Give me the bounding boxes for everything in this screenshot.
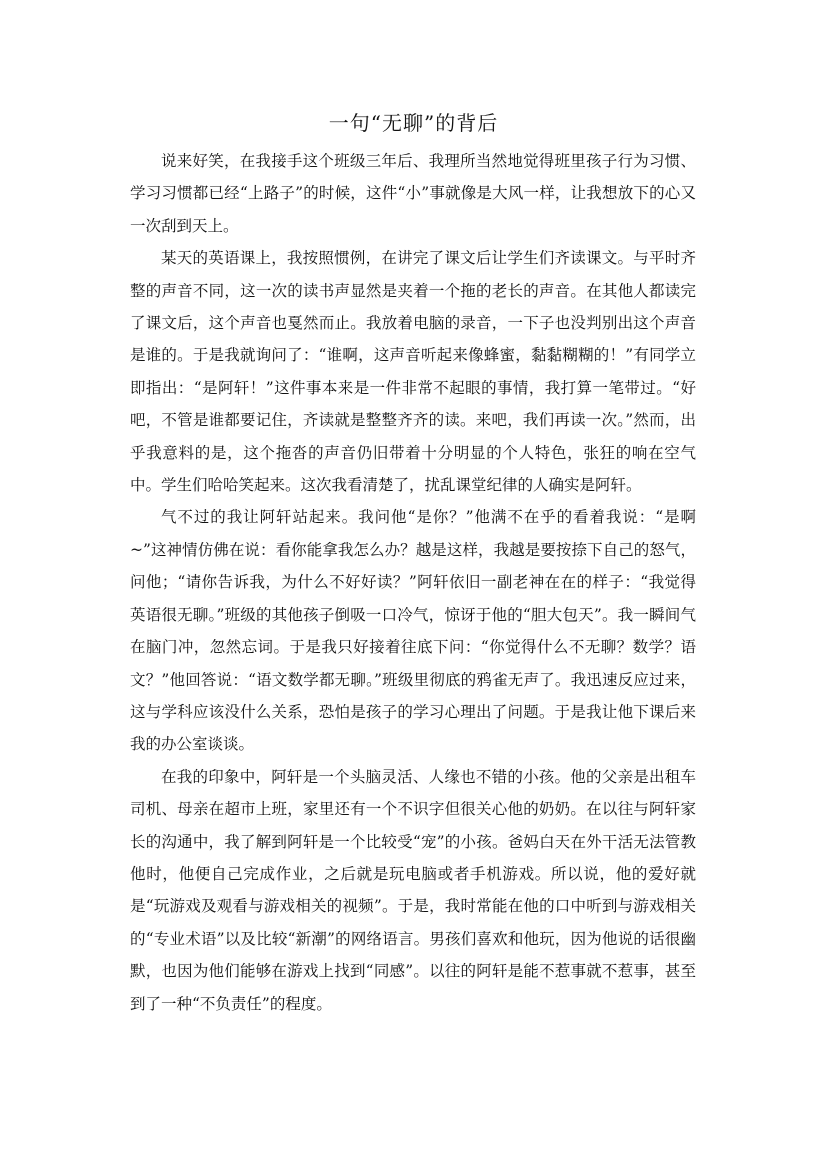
paragraph-3: 气不过的我让阿轩站起来。我问他“是你？”他满不在乎的看着我说：“是啊~”这神情仿佛在说：看你能拿我怎么办？越是这样，我越是要按捺下自己的怒气，问他；“请你告诉我，为什么不好好读？”阿轩依旧一副老神在在的样子：“我觉得英语很无聊。”班级的其他孩子倒吸一口冷气，惊讶于他的“胆大包天”。我一瞬间气在脑门冲，忽然忘词。于是我只好接着往底下问：“你觉得什么不无聊？数学？语文？”他回答说：“语文数学都无聊。”班级里彻底的鸦雀无声了。我迅速反应过来，这与学科应该没什么关系，恐怕是孩子的学习心理出了问题。于是我让他下课后来我的办公室谈谈。 bbox=[130, 508, 696, 754]
paragraph-1: 说来好笑，在我接手这个班级三年后、我理所当然地觉得班里孩子行为习惯、学习习惯都已经“上路子”的时候，这件“小”事就像是大风一样，让我想放下的心又一次刮到天上。 bbox=[130, 152, 696, 235]
paragraph-2: 某天的英语课上，我按照惯例，在讲完了课文后让学生们齐读课文。与平时齐整的声音不同，这一次的读书声显然是夹着一个拖的老长的声音。在其他人都读完了课文后，这个声音也戛然而止。我放着电脑的录音，一下子也没判别出这个声音是谁的。于是我就询问了：“谁啊，这声音听起来像蜂蜜，黏黏糊糊的！”有同学立即指出：“是阿轩！”这件事本来是一件非常不起眼的事情，我打算一笔带过。“好吧，不管是谁都要记住，齐读就是整整齐齐的读。来吧，我们再读一次。”然而，出乎我意料的是，这个拖沓的声音仍旧带着十分明显的个人特色，张狂的响在空气中。学生们哈哈笑起来。这次我看清楚了，扰乱课堂纪律的人确实是阿轩。 bbox=[130, 249, 696, 495]
document-title: 一句“无聊”的背后 bbox=[328, 111, 499, 135]
document-body bbox=[130, 145, 696, 1020]
paragraph-4: 在我的印象中，阿轩是一个头脑灵活、人缘也不错的小孩。他的父亲是出租车司机、母亲在超市上班，家里还有一个不识字但很关心他的奶奶。在以往与阿轩家长的沟通中，我了解到阿轩是一个比较受“宠”的小孩。爸妈白天在外干活无法管教他时，他便自己完成作业，之后就是玩电脑或者手机游戏。所以说，他的爱好就是“玩游戏及观看与游戏相关的视频”。于是，我时常能在他的口中听到与游戏相关的“专业术语”以及比较“新潮”的网络语言。男孩们喜欢和他玩，因为他说的话很幽默，也因为他们能够在游戏上找到“同感”。以往的阿轩是能不惹事就不惹事，甚至到了一种“不负责任”的程度。 bbox=[130, 767, 696, 1013]
